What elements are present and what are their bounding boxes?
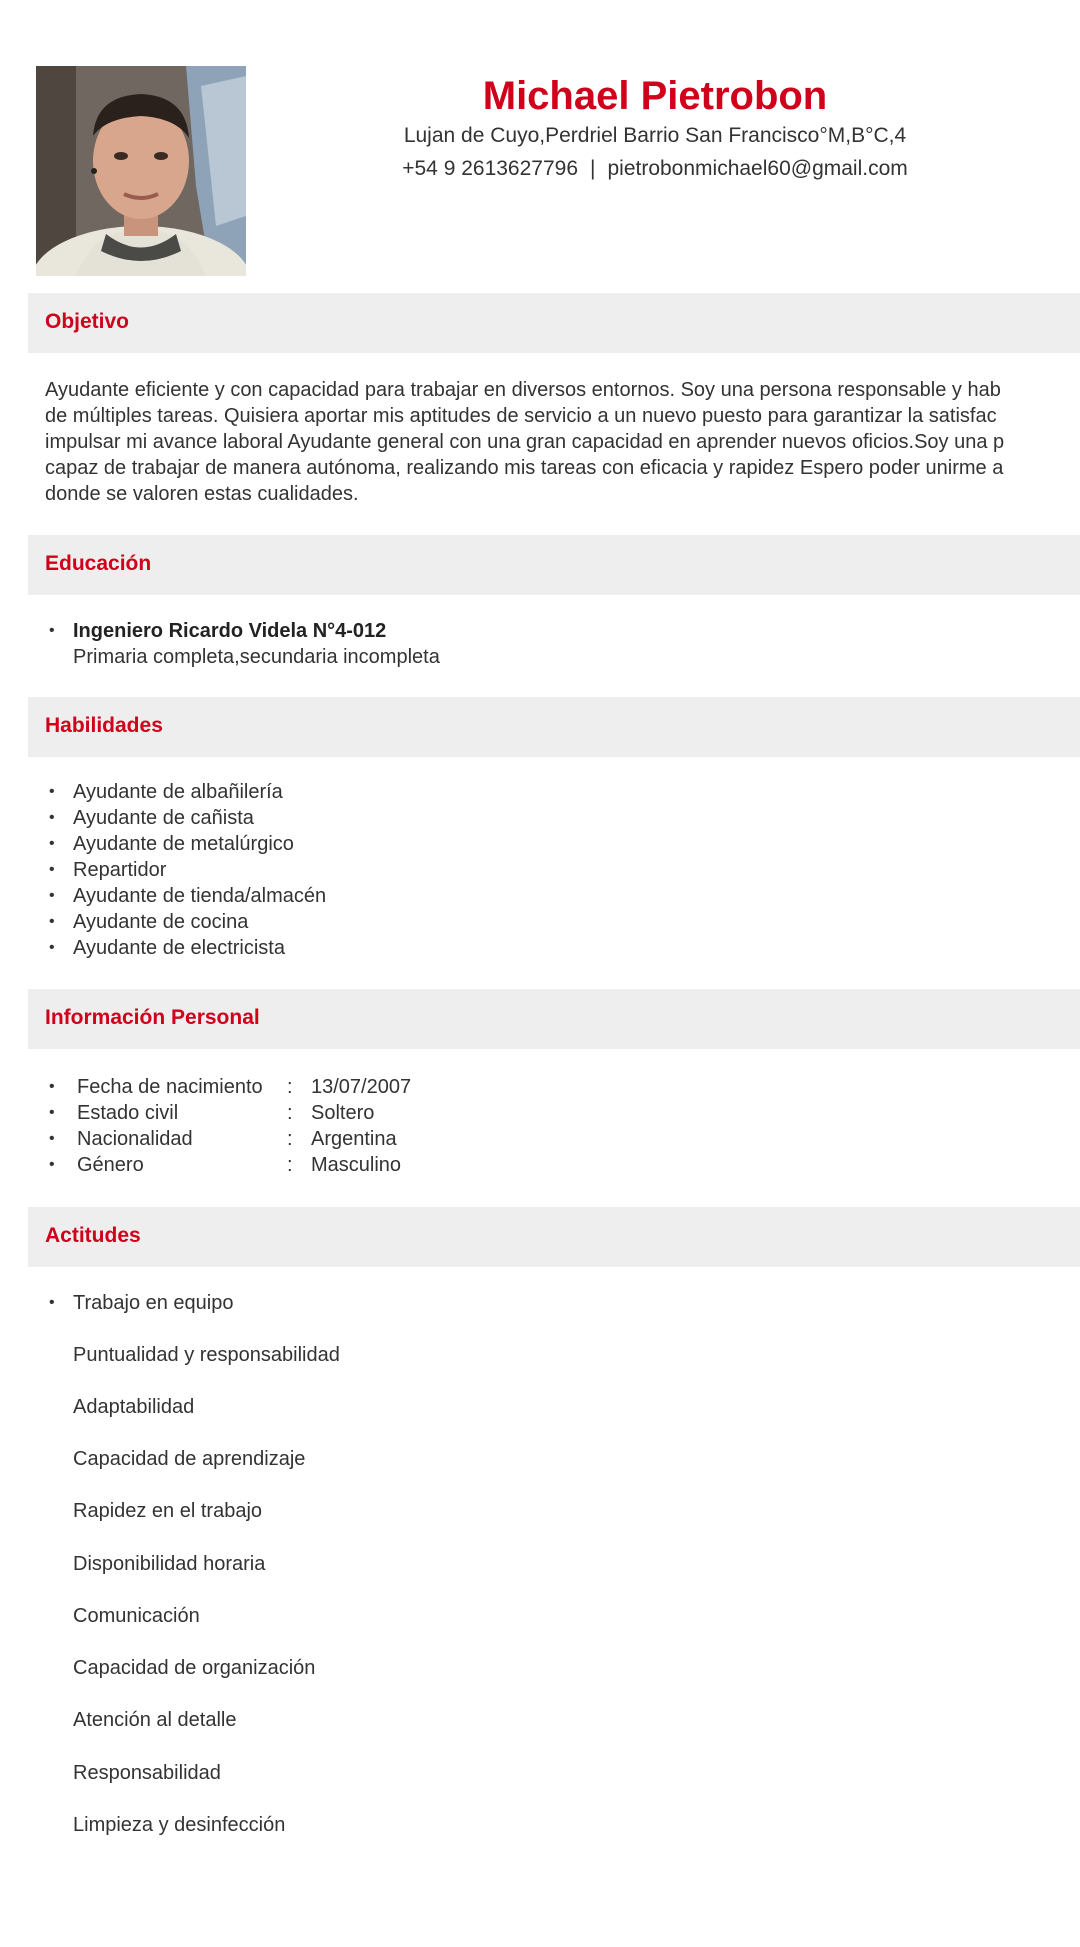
personal-info-value: Argentina	[311, 1128, 397, 1150]
personal-info-label: Nacionalidad	[77, 1128, 193, 1150]
section-title-informacion: Información Personal	[45, 1006, 260, 1029]
objective-line: capaz de trabajar de manera autónoma, realizando mis tareas con eficacia y rapidez Espero poder unirme a	[45, 457, 1004, 479]
bullet: •	[49, 1104, 55, 1121]
section-habilidades	[28, 697, 1080, 757]
bullet: •	[49, 835, 55, 852]
attitude-item: Adaptabilidad	[73, 1396, 195, 1418]
phone-number: +54 9 2613627796	[402, 157, 578, 180]
section-title-educacion: Educación	[45, 552, 152, 575]
personal-info-row	[45, 1152, 411, 1178]
skill-label: Ayudante de albañilería	[73, 781, 283, 803]
attitude-item: Puntualidad y responsabilidad	[73, 1344, 340, 1366]
objective-line: de múltiples tareas. Quisiera aportar mis aptitudes de servicio a un nuevo puesto para garantizar la satisfac	[45, 405, 997, 427]
section-informacion-personal	[28, 989, 1080, 1049]
bullet: •	[49, 622, 55, 639]
personal-info-row	[45, 1100, 411, 1126]
objective-line: Ayudante eficiente y con capacidad para trabajar en diversos entornos. Soy una persona responsable y hab	[45, 379, 1001, 401]
personal-info-colon: :	[287, 1076, 293, 1098]
skill-label: Ayudante de metalúrgico	[73, 833, 294, 855]
objective-line: impulsar mi avance laboral Ayudante general con una gran capacidad en aprender nuevos oficios.Soy una p	[45, 431, 1005, 453]
personal-info-colon: :	[287, 1102, 293, 1124]
bullet: •	[49, 913, 55, 930]
education-list	[45, 618, 440, 670]
personal-info-label: Fecha de nacimiento	[77, 1076, 263, 1098]
bullet: •	[49, 1156, 55, 1173]
personal-info-label: Estado civil	[77, 1102, 179, 1124]
bullet: •	[49, 939, 55, 956]
bullet: •	[49, 783, 55, 800]
attitude-item: Disponibilidad horaria	[73, 1553, 266, 1575]
skill-item	[45, 935, 326, 961]
bullet: •	[49, 1130, 55, 1147]
bullet: •	[49, 809, 55, 826]
personal-info-colon: :	[287, 1154, 293, 1176]
skill-label: Ayudante de cañista	[73, 807, 254, 829]
attitude-item: Capacidad de aprendizaje	[73, 1448, 306, 1470]
section-objetivo	[28, 293, 1080, 353]
attitude-item: Comunicación	[73, 1605, 200, 1627]
attitude-item: Atención al detalle	[73, 1709, 237, 1731]
section-title-objetivo: Objetivo	[45, 310, 130, 333]
skill-item	[45, 883, 326, 909]
skill-label: Ayudante de electricista	[73, 937, 285, 959]
personal-info-value: 13/07/2007	[311, 1076, 412, 1098]
objective-line: donde se valoren estas cualidades.	[45, 483, 359, 505]
personal-info-colon: :	[287, 1128, 293, 1150]
skill-item	[45, 805, 326, 831]
section-title-habilidades: Habilidades	[45, 714, 163, 737]
contact-line	[300, 155, 1010, 183]
attitude-item: Rapidez en el trabajo	[73, 1500, 263, 1522]
attitude-item: Capacidad de organización	[73, 1657, 316, 1679]
attitude-item: Trabajo en equipo	[73, 1292, 234, 1314]
education-detail: Primaria completa,secundaria incompleta	[73, 646, 440, 668]
bullet: •	[49, 861, 55, 878]
skill-item	[45, 779, 326, 805]
section-educacion	[28, 535, 1080, 595]
section-actitudes	[28, 1207, 1080, 1267]
skill-item	[45, 831, 326, 857]
contact-separator: |	[590, 157, 596, 180]
personal-info-value: Soltero	[311, 1102, 375, 1124]
personal-info-row	[45, 1074, 411, 1100]
skill-item	[45, 857, 326, 883]
personal-info-label: Género	[77, 1154, 144, 1176]
skill-label: Ayudante de tienda/almacén	[73, 885, 327, 907]
education-school: Ingeniero Ricardo Videla N°4-012	[73, 620, 387, 642]
bullet: •	[49, 887, 55, 904]
profile-photo	[36, 66, 246, 276]
bullet: •	[49, 1078, 55, 1095]
email-address: pietrobonmichael60@gmail.com	[607, 157, 908, 180]
skills-list	[45, 779, 326, 961]
candidate-name: Michael Pietrobon	[482, 74, 828, 118]
section-title-actitudes: Actitudes	[45, 1224, 141, 1247]
personal-info-value: Masculino	[311, 1154, 402, 1176]
skill-label: Repartidor	[73, 859, 167, 881]
attitude-item: Limpieza y desinfección	[73, 1814, 286, 1836]
candidate-address: Lujan de Cuyo,Perdriel Barrio San Francisco°M,B°C,4	[403, 124, 907, 147]
bullet: •	[49, 1294, 55, 1311]
skill-item	[45, 909, 326, 935]
education-item	[45, 618, 440, 670]
personal-info-list	[45, 1074, 411, 1178]
objective-text	[45, 377, 1080, 507]
personal-info-row	[45, 1126, 411, 1152]
attitude-item: Responsabilidad	[73, 1762, 221, 1784]
skill-label: Ayudante de cocina	[73, 911, 249, 933]
